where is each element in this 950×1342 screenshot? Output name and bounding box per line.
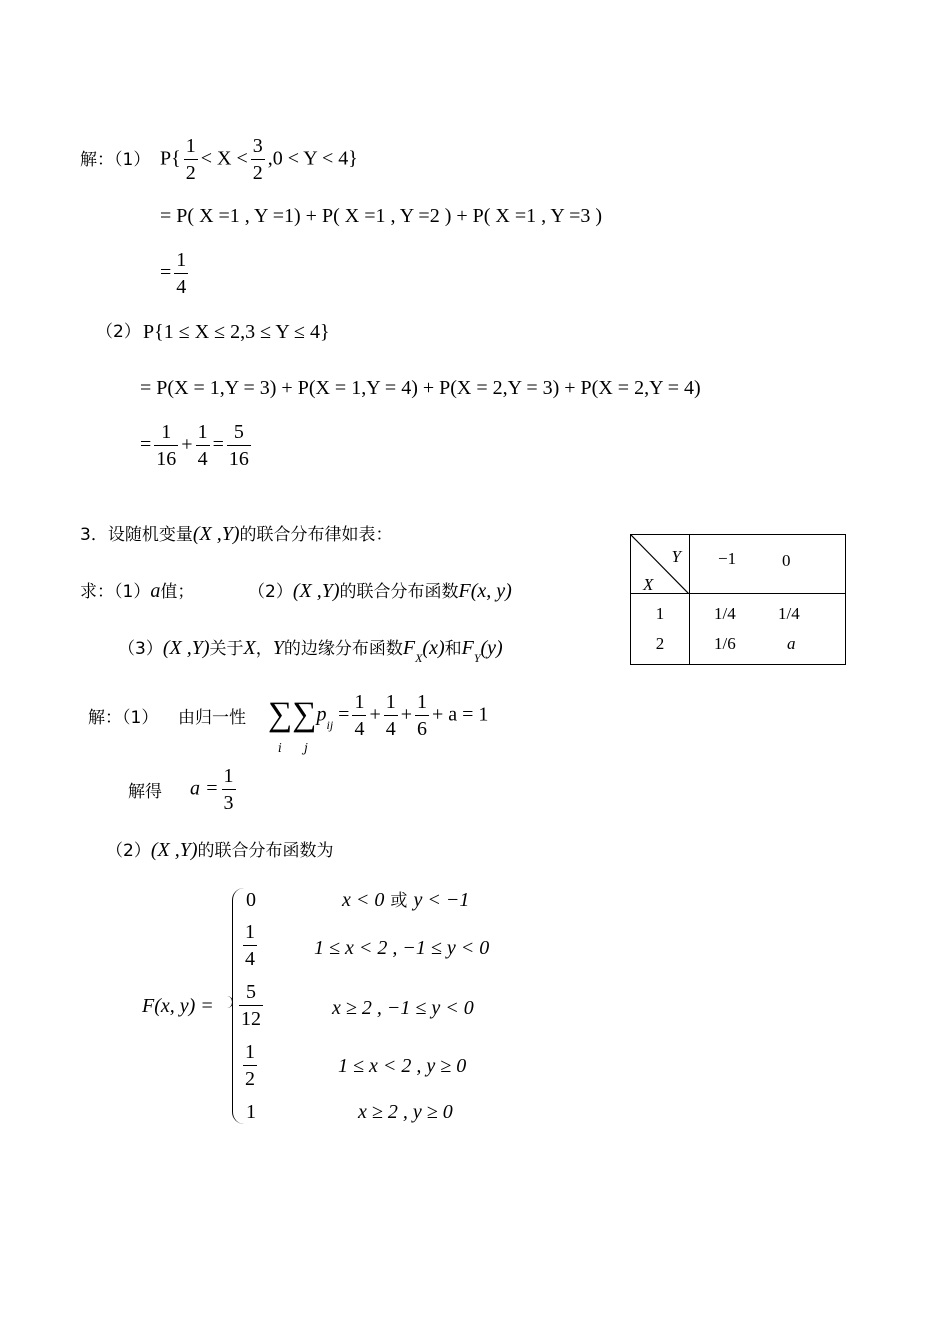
solve-label: 解得 <box>128 782 162 802</box>
solve-result: a = $\frac{1}{3}$ <box>190 765 234 814</box>
case-value: 0 <box>246 889 256 911</box>
table-cell: 1/4 <box>714 604 736 623</box>
solution-3-label: 解：（1） <box>88 708 159 728</box>
expansion-line-2: = P(X = 1,Y = 3) + P(X = 1,Y = 4) + P(X = 2,Y = 3) + P(X = 2,Y = 4) <box>140 377 701 399</box>
case-condition: x ≥ 2 , −1 ≤ y < 0 <box>332 997 474 1019</box>
table-header-row <box>690 535 846 594</box>
table-cell: 1/4 <box>778 604 800 623</box>
prob-expression-2: P{1 ≤ X ≤ 2,3 ≤ Y ≤ 4} <box>143 321 330 343</box>
case-condition: 1 ≤ x < 2 , −1 ≤ y < 0 <box>314 937 490 959</box>
problem-3-stem: 3．设随机变量(X ,Y)的联合分布律如表： <box>80 523 393 545</box>
joint-distribution-table <box>630 534 846 665</box>
corner-x-label: X <box>643 575 654 594</box>
col-header: 0 <box>782 551 791 570</box>
solution-4-heading: （2）(X ,Y)的联合分布函数为 <box>106 839 334 861</box>
prob-expression-1: P{ $\frac{1}{2}$ < X < $\frac{3}{2}$ ,0 < Y < 4} <box>160 135 358 184</box>
case-condition: x < 0 或 y < −1 <box>342 889 470 911</box>
problem-3-ask-1: 求：（1）a值； <box>80 580 195 602</box>
result-line-2: = $\frac{1}{16}$ + $\frac{1}{4}$ = $\frac{5}{16}$ <box>140 421 249 470</box>
table-cell: a <box>787 634 796 653</box>
corner-y-label: Y <box>671 547 681 566</box>
row-label: 2 <box>655 634 665 653</box>
table-body <box>690 594 846 665</box>
cdf-lhs: F(x, y) = <box>142 995 214 1017</box>
normalization-text: 由归一性 <box>178 708 246 728</box>
result-line-1: = $\frac{1}{4}$ <box>160 249 187 298</box>
problem-3-ask-3: （3）(X ,Y)关于X，Y的边缘分布函数$F_X(x)$和$F_Y(y)$ <box>118 637 503 665</box>
table-row-labels <box>631 594 690 665</box>
solution-1-label: 解：（1） <box>80 150 151 170</box>
normalization-equation: $\sum\sum p_{ij}$ = $\frac{1}{4}$ + $\frac{1}{4}$ + $\frac{1}{6}$ + a = 1 <box>268 691 489 740</box>
case-value: $\frac{1}{2}$ <box>245 1041 255 1090</box>
row-label: 1 <box>655 604 665 623</box>
problem-3-ask-2: （2）(X ,Y)的联合分布函数F(x, y) <box>248 580 512 602</box>
case-value: $\frac{5}{12}$ <box>241 981 261 1030</box>
case-condition: x ≥ 2 , y ≥ 0 <box>358 1101 453 1123</box>
case-condition: 1 ≤ x < 2 , y ≥ 0 <box>338 1055 467 1077</box>
sigma-symbol: ∑∑ <box>268 695 317 733</box>
table-cell: 1/6 <box>714 634 736 653</box>
case-value: 1 <box>246 1101 256 1123</box>
col-header: −1 <box>718 549 737 568</box>
sum-index-j: j <box>304 741 308 755</box>
table-corner-cell <box>631 535 690 594</box>
solution-2-label: （2） <box>96 322 141 342</box>
expansion-line-1: = P( X =1 , Y =1) + P( X =1 , Y =2 ) + P( X =1 , Y =3 ) <box>160 205 603 227</box>
sum-index-i: i <box>278 741 282 755</box>
case-value: $\frac{1}{4}$ <box>245 921 255 970</box>
